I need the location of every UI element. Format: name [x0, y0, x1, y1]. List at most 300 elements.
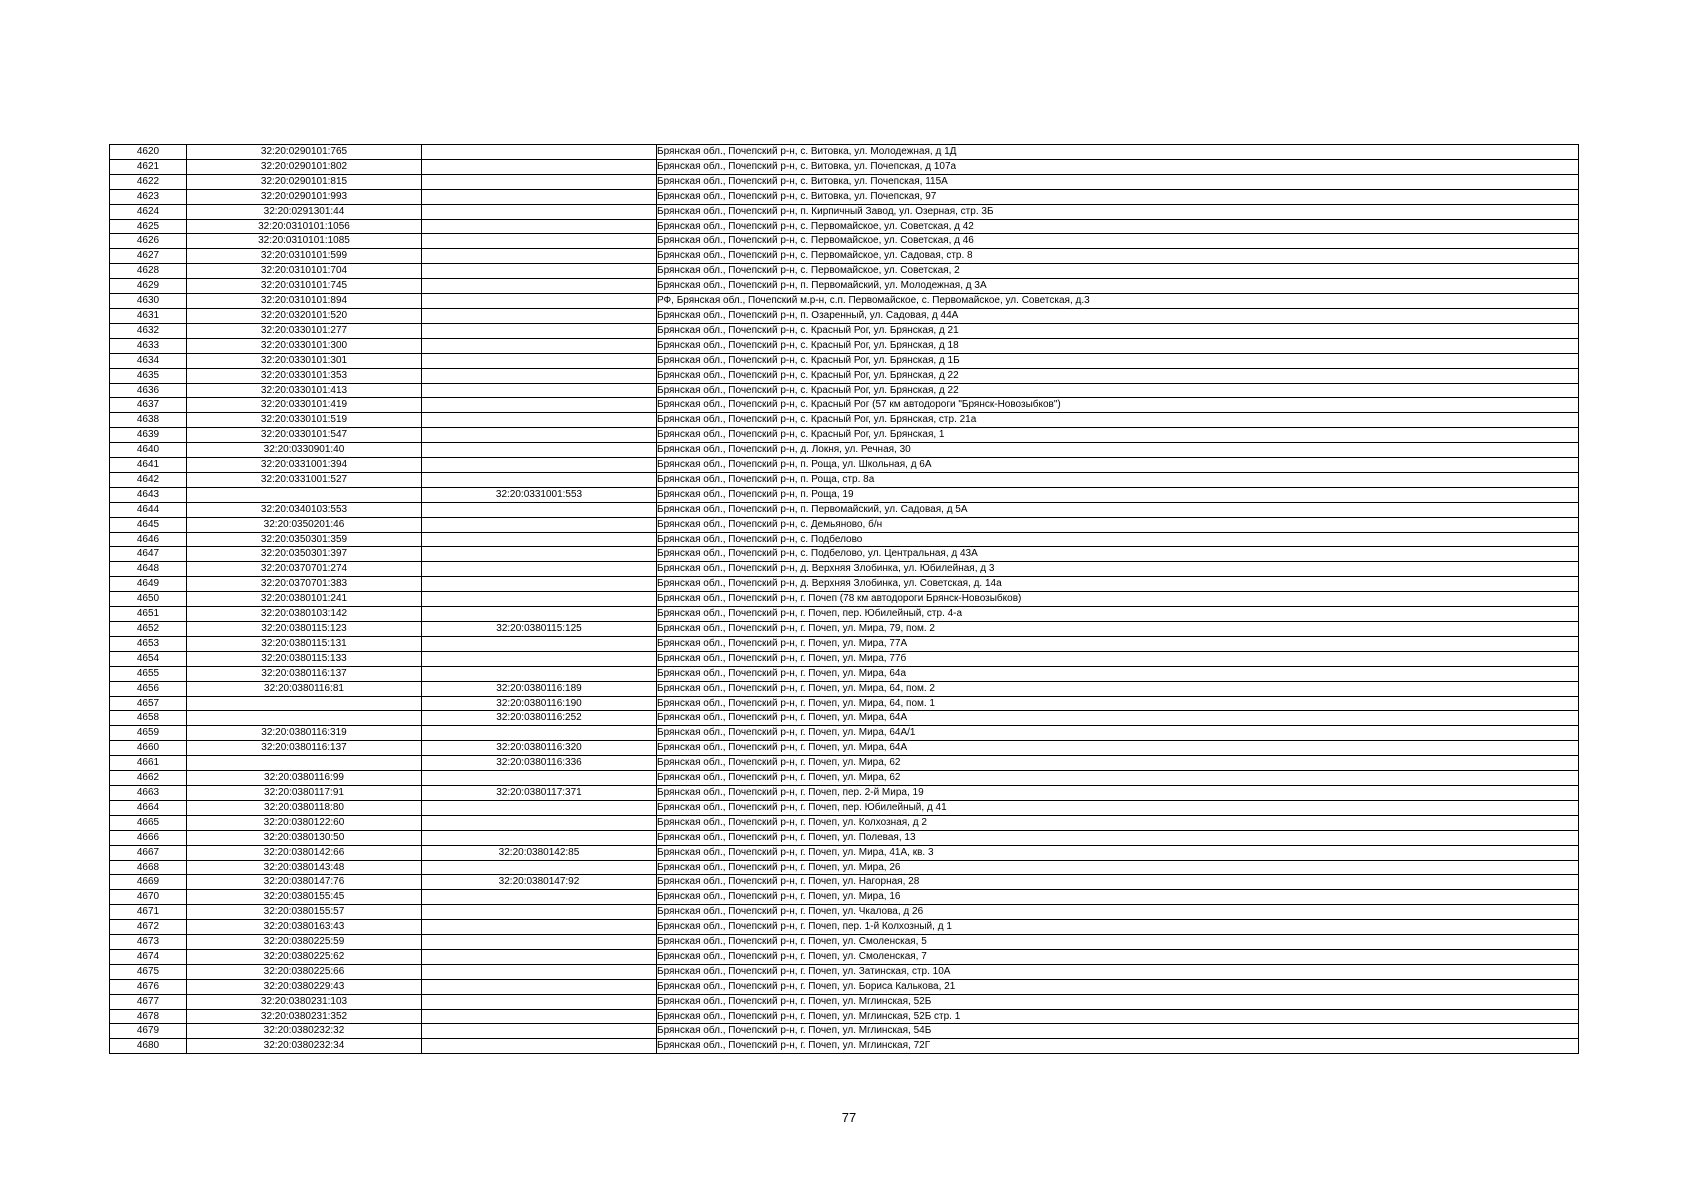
- address-cell: Брянская обл., Почепский р-н, г. Почеп, ул. Нагорная, 28: [657, 875, 1579, 890]
- cadastral-number-secondary-cell: [422, 1039, 657, 1054]
- address-cell: Брянская обл., Почепский р-н, г. Почеп, пер. Юбилейный, стр. 4-а: [657, 607, 1579, 622]
- address-cell: Брянская обл., Почепский р-н, г. Почеп, ул. Мира, 64, пом. 1: [657, 696, 1579, 711]
- row-number-cell: 4626: [110, 234, 187, 249]
- address-cell: Брянская обл., Почепский р-н, п. Первомайский, ул. Садовая, д 5А: [657, 502, 1579, 517]
- cadastral-number-cell: 32:20:0310101:1085: [187, 234, 422, 249]
- address-cell: Брянская обл., Почепский р-н, г. Почеп, ул. Затинская, стр. 10А: [657, 964, 1579, 979]
- row-number-cell: 4641: [110, 458, 187, 473]
- table-row: [110, 368, 1579, 383]
- cadastral-number-secondary-cell: [422, 413, 657, 428]
- table-row: [110, 323, 1579, 338]
- cadastral-number-cell: 32:20:0331001:394: [187, 458, 422, 473]
- table-row: [110, 383, 1579, 398]
- cadastral-number-cell: 32:20:0330901:40: [187, 443, 422, 458]
- cadastral-number-secondary-cell: [422, 189, 657, 204]
- cadastral-number-cell: 32:20:0331001:527: [187, 472, 422, 487]
- address-cell: Брянская обл., Почепский р-н, г. Почеп, ул. Мира, 16: [657, 890, 1579, 905]
- address-cell: Брянская обл., Почепский р-н, с. Первомайское, ул. Советская, 2: [657, 264, 1579, 279]
- row-number-cell: 4654: [110, 651, 187, 666]
- cadastral-number-cell: 32:20:0330101:301: [187, 353, 422, 368]
- table-row: [110, 994, 1579, 1009]
- table-row: [110, 159, 1579, 174]
- cadastral-number-secondary-cell: [422, 279, 657, 294]
- cadastral-number-secondary-cell: 32:20:0380142:85: [422, 845, 657, 860]
- row-number-cell: 4656: [110, 681, 187, 696]
- cadastral-number-cell: 32:20:0291301:44: [187, 204, 422, 219]
- table-row: [110, 890, 1579, 905]
- cadastral-number-secondary-cell: [422, 577, 657, 592]
- cadastral-number-cell: 32:20:0350201:46: [187, 517, 422, 532]
- table-row: [110, 547, 1579, 562]
- row-number-cell: 4657: [110, 696, 187, 711]
- cadastral-number-secondary-cell: [422, 368, 657, 383]
- cadastral-number-secondary-cell: [422, 517, 657, 532]
- cadastral-number-cell: 32:20:0380231:352: [187, 1009, 422, 1024]
- table-row: [110, 636, 1579, 651]
- address-cell: Брянская обл., Почепский р-н, с. Красный Рог, ул. Брянская, стр. 21а: [657, 413, 1579, 428]
- address-cell: Брянская обл., Почепский р-н, с. Витовка, ул. Почепская, д 107а: [657, 159, 1579, 174]
- cadastral-number-cell: 32:20:0330101:300: [187, 338, 422, 353]
- row-number-cell: 4634: [110, 353, 187, 368]
- row-number-cell: 4635: [110, 368, 187, 383]
- address-cell: Брянская обл., Почепский р-н, г. Почеп, ул. Полевая, 13: [657, 830, 1579, 845]
- cadastral-number-cell: 32:20:0380116:81: [187, 681, 422, 696]
- table-row: [110, 189, 1579, 204]
- cadastral-number-secondary-cell: [422, 1009, 657, 1024]
- cadastral-number-secondary-cell: [422, 502, 657, 517]
- table-row: [110, 979, 1579, 994]
- cadastral-number-cell: 32:20:0380155:45: [187, 890, 422, 905]
- address-cell: Брянская обл., Почепский р-н, п. Роща, ул. Школьная, д 6А: [657, 458, 1579, 473]
- address-cell: Брянская обл., Почепский р-н, г. Почеп, пер. 1-й Колхозный, д 1: [657, 920, 1579, 935]
- cadastral-number-cell: 32:20:0320101:520: [187, 308, 422, 323]
- registry-table: [109, 144, 1579, 1054]
- cadastral-number-secondary-cell: 32:20:0380116:320: [422, 741, 657, 756]
- address-cell: Брянская обл., Почепский р-н, г. Почеп, ул. Мглинская, 52Б: [657, 994, 1579, 1009]
- row-number-cell: 4632: [110, 323, 187, 338]
- cadastral-number-cell: 32:20:0290101:765: [187, 145, 422, 160]
- cadastral-number-cell: 32:20:0380115:131: [187, 636, 422, 651]
- table-row: [110, 696, 1579, 711]
- cadastral-number-cell: 32:20:0380232:34: [187, 1039, 422, 1054]
- cadastral-number-secondary-cell: 32:20:0380116:336: [422, 756, 657, 771]
- cadastral-number-cell: 32:20:0330101:519: [187, 413, 422, 428]
- address-cell: Брянская обл., Почепский р-н, д. Верхняя Злобинка, ул. Советская, д. 14а: [657, 577, 1579, 592]
- cadastral-number-secondary-cell: [422, 905, 657, 920]
- row-number-cell: 4661: [110, 756, 187, 771]
- cadastral-number-cell: 32:20:0380142:66: [187, 845, 422, 860]
- table-row: [110, 517, 1579, 532]
- address-cell: Брянская обл., Почепский р-н, г. Почеп, ул. Мира, 64а: [657, 666, 1579, 681]
- cadastral-number-secondary-cell: [422, 204, 657, 219]
- table-row: [110, 562, 1579, 577]
- table-row: [110, 1024, 1579, 1039]
- address-cell: Брянская обл., Почепский р-н, г. Почеп, ул. Мира, 64А: [657, 741, 1579, 756]
- row-number-cell: 4633: [110, 338, 187, 353]
- cadastral-number-cell: 32:20:0330101:413: [187, 383, 422, 398]
- table-row: [110, 174, 1579, 189]
- cadastral-number-cell: 32:20:0380225:59: [187, 935, 422, 950]
- table-row: [110, 353, 1579, 368]
- cadastral-number-secondary-cell: [422, 383, 657, 398]
- cadastral-number-cell: 32:20:0380231:103: [187, 994, 422, 1009]
- table-row: [110, 622, 1579, 637]
- cadastral-number-cell: 32:20:0380225:62: [187, 949, 422, 964]
- address-cell: Брянская обл., Почепский р-н, д. Локня, ул. Речная, 30: [657, 443, 1579, 458]
- address-cell: Брянская обл., Почепский р-н, г. Почеп, ул. Мира, 62: [657, 771, 1579, 786]
- table-row: [110, 458, 1579, 473]
- row-number-cell: 4653: [110, 636, 187, 651]
- cadastral-number-secondary-cell: [422, 830, 657, 845]
- address-cell: Брянская обл., Почепский р-н, г. Почеп, пер. Юбилейный, д 41: [657, 800, 1579, 815]
- cadastral-number-cell: [187, 487, 422, 502]
- table-row: [110, 428, 1579, 443]
- address-cell: Брянская обл., Почепский р-н, с. Подбелово: [657, 532, 1579, 547]
- address-cell: Брянская обл., Почепский р-н, п. Первомайский, ул. Молодежная, д 3А: [657, 279, 1579, 294]
- cadastral-number-secondary-cell: [422, 472, 657, 487]
- cadastral-number-secondary-cell: [422, 860, 657, 875]
- row-number-cell: 4624: [110, 204, 187, 219]
- row-number-cell: 4666: [110, 830, 187, 845]
- table-row: [110, 726, 1579, 741]
- address-cell: Брянская обл., Почепский р-н, с. Красный Рог, ул. Брянская, д 21: [657, 323, 1579, 338]
- table-row: [110, 219, 1579, 234]
- row-number-cell: 4658: [110, 711, 187, 726]
- cadastral-number-secondary-cell: [422, 636, 657, 651]
- cadastral-number-secondary-cell: [422, 353, 657, 368]
- table-row: [110, 472, 1579, 487]
- cadastral-number-secondary-cell: [422, 398, 657, 413]
- table-row: [110, 532, 1579, 547]
- cadastral-number-cell: 32:20:0330101:547: [187, 428, 422, 443]
- row-number-cell: 4670: [110, 890, 187, 905]
- cadastral-number-cell: 32:20:0350301:397: [187, 547, 422, 562]
- table-row: [110, 741, 1579, 756]
- row-number-cell: 4663: [110, 785, 187, 800]
- cadastral-number-cell: 32:20:0330101:353: [187, 368, 422, 383]
- table-row: [110, 935, 1579, 950]
- cadastral-number-secondary-cell: [422, 264, 657, 279]
- cadastral-number-secondary-cell: [422, 159, 657, 174]
- cadastral-number-cell: 32:20:0380118:80: [187, 800, 422, 815]
- table-row: [110, 905, 1579, 920]
- cadastral-number-cell: 32:20:0380163:43: [187, 920, 422, 935]
- cadastral-number-cell: 32:20:0340103:553: [187, 502, 422, 517]
- address-cell: Брянская обл., Почепский р-н, г. Почеп, ул. Мглинская, 72Г: [657, 1039, 1579, 1054]
- table-row: [110, 860, 1579, 875]
- cadastral-number-secondary-cell: [422, 920, 657, 935]
- row-number-cell: 4664: [110, 800, 187, 815]
- row-number-cell: 4667: [110, 845, 187, 860]
- cadastral-number-secondary-cell: 32:20:0380115:125: [422, 622, 657, 637]
- registry-table-body: [110, 145, 1579, 1054]
- row-number-cell: 4673: [110, 935, 187, 950]
- cadastral-number-secondary-cell: [422, 800, 657, 815]
- row-number-cell: 4660: [110, 741, 187, 756]
- cadastral-number-secondary-cell: [422, 890, 657, 905]
- address-cell: Брянская обл., Почепский р-н, с. Первомайское, ул. Садовая, стр. 8: [657, 249, 1579, 264]
- cadastral-number-secondary-cell: [422, 771, 657, 786]
- cadastral-number-cell: 32:20:0380115:123: [187, 622, 422, 637]
- table-row: [110, 651, 1579, 666]
- cadastral-number-secondary-cell: 32:20:0380117:371: [422, 785, 657, 800]
- address-cell: Брянская обл., Почепский р-н, г. Почеп, ул. Мира, 26: [657, 860, 1579, 875]
- cadastral-number-cell: 32:20:0380155:57: [187, 905, 422, 920]
- cadastral-number-secondary-cell: [422, 935, 657, 950]
- address-cell: Брянская обл., Почепский р-н, п. Роща, стр. 8а: [657, 472, 1579, 487]
- row-number-cell: 4677: [110, 994, 187, 1009]
- table-row: [110, 398, 1579, 413]
- cadastral-number-cell: 32:20:0330101:419: [187, 398, 422, 413]
- table-row: [110, 756, 1579, 771]
- address-cell: Брянская обл., Почепский р-н, с. Подбелово, ул. Центральная, д 43А: [657, 547, 1579, 562]
- cadastral-number-cell: 32:20:0380116:319: [187, 726, 422, 741]
- cadastral-number-cell: 32:20:0380116:137: [187, 741, 422, 756]
- cadastral-number-secondary-cell: [422, 547, 657, 562]
- address-cell: Брянская обл., Почепский р-н, г. Почеп, ул. Мира, 64А: [657, 711, 1579, 726]
- cadastral-number-cell: 32:20:0380130:50: [187, 830, 422, 845]
- row-number-cell: 4647: [110, 547, 187, 562]
- row-number-cell: 4679: [110, 1024, 187, 1039]
- row-number-cell: 4639: [110, 428, 187, 443]
- cadastral-number-secondary-cell: 32:20:0380116:189: [422, 681, 657, 696]
- table-row: [110, 413, 1579, 428]
- row-number-cell: 4680: [110, 1039, 187, 1054]
- row-number-cell: 4669: [110, 875, 187, 890]
- cadastral-number-cell: 32:20:0380225:66: [187, 964, 422, 979]
- table-row: [110, 294, 1579, 309]
- cadastral-number-cell: 32:20:0380103:142: [187, 607, 422, 622]
- cadastral-number-cell: 32:20:0310101:599: [187, 249, 422, 264]
- table-row: [110, 487, 1579, 502]
- address-cell: Брянская обл., Почепский р-н, с. Красный Рог, ул. Брянская, д 22: [657, 383, 1579, 398]
- address-cell: Брянская обл., Почепский р-н, г. Почеп, ул. Мира, 64А/1: [657, 726, 1579, 741]
- row-number-cell: 4638: [110, 413, 187, 428]
- row-number-cell: 4643: [110, 487, 187, 502]
- address-cell: Брянская обл., Почепский р-н, с. Красный Рог (57 км автодороги "Брянск-Новозыбков"): [657, 398, 1579, 413]
- table-row: [110, 592, 1579, 607]
- cadastral-number-secondary-cell: [422, 428, 657, 443]
- address-cell: Брянская обл., Почепский р-н, г. Почеп, ул. Мира, 62: [657, 756, 1579, 771]
- cadastral-number-cell: 32:20:0380122:60: [187, 815, 422, 830]
- cadastral-number-secondary-cell: [422, 592, 657, 607]
- address-cell: Брянская обл., Почепский р-н, п. Роща, 19: [657, 487, 1579, 502]
- cadastral-number-cell: 32:20:0370701:274: [187, 562, 422, 577]
- row-number-cell: 4645: [110, 517, 187, 532]
- table-row: [110, 443, 1579, 458]
- row-number-cell: 4652: [110, 622, 187, 637]
- cadastral-number-cell: 32:20:0380232:32: [187, 1024, 422, 1039]
- cadastral-number-cell: 32:20:0310101:894: [187, 294, 422, 309]
- table-row: [110, 920, 1579, 935]
- row-number-cell: 4648: [110, 562, 187, 577]
- address-cell: Брянская обл., Почепский р-н, г. Почеп (78 км автодороги Брянск-Новозыбков): [657, 592, 1579, 607]
- row-number-cell: 4662: [110, 771, 187, 786]
- cadastral-number-cell: 32:20:0380143:48: [187, 860, 422, 875]
- cadastral-number-cell: 32:20:0370701:383: [187, 577, 422, 592]
- table-row: [110, 964, 1579, 979]
- row-number-cell: 4675: [110, 964, 187, 979]
- row-number-cell: 4621: [110, 159, 187, 174]
- address-cell: Брянская обл., Почепский р-н, г. Почеп, ул. Чкалова, д 26: [657, 905, 1579, 920]
- table-row: [110, 815, 1579, 830]
- cadastral-number-secondary-cell: [422, 174, 657, 189]
- address-cell: Брянская обл., Почепский р-н, с. Витовка, ул. Молодежная, д 1Д: [657, 145, 1579, 160]
- page-number: 77: [841, 1110, 857, 1125]
- cadastral-number-secondary-cell: [422, 607, 657, 622]
- table-row: [110, 800, 1579, 815]
- row-number-cell: 4628: [110, 264, 187, 279]
- row-number-cell: 4676: [110, 979, 187, 994]
- cadastral-number-secondary-cell: [422, 562, 657, 577]
- cadastral-number-secondary-cell: [422, 308, 657, 323]
- table-row: [110, 279, 1579, 294]
- row-number-cell: 4655: [110, 666, 187, 681]
- cadastral-number-secondary-cell: [422, 815, 657, 830]
- cadastral-number-secondary-cell: [422, 964, 657, 979]
- cadastral-number-secondary-cell: [422, 249, 657, 264]
- row-number-cell: 4651: [110, 607, 187, 622]
- row-number-cell: 4665: [110, 815, 187, 830]
- row-number-cell: 4672: [110, 920, 187, 935]
- row-number-cell: 4678: [110, 1009, 187, 1024]
- row-number-cell: 4620: [110, 145, 187, 160]
- address-cell: Брянская обл., Почепский р-н, г. Почеп, ул. Мира, 77б: [657, 651, 1579, 666]
- row-number-cell: 4646: [110, 532, 187, 547]
- row-number-cell: 4622: [110, 174, 187, 189]
- table-row: [110, 264, 1579, 279]
- address-cell: Брянская обл., Почепский р-н, д. Верхняя Злобинка, ул. Юбилейная, д 3: [657, 562, 1579, 577]
- table-row: [110, 249, 1579, 264]
- address-cell: Брянская обл., Почепский р-н, г. Почеп, ул. Мглинская, 54Б: [657, 1024, 1579, 1039]
- address-cell: Брянская обл., Почепский р-н, п. Кирпичный Завод, ул. Озерная, стр. 3Б: [657, 204, 1579, 219]
- address-cell: Брянская обл., Почепский р-н, с. Демьяново, б/н: [657, 517, 1579, 532]
- cadastral-number-cell: 32:20:0380229:43: [187, 979, 422, 994]
- row-number-cell: 4637: [110, 398, 187, 413]
- address-cell: Брянская обл., Почепский р-н, с. Красный Рог, ул. Брянская, д 1Б: [657, 353, 1579, 368]
- table-row: [110, 785, 1579, 800]
- cadastral-number-secondary-cell: [422, 726, 657, 741]
- cadastral-number-cell: 32:20:0290101:815: [187, 174, 422, 189]
- table-row: [110, 1039, 1579, 1054]
- cadastral-number-secondary-cell: [422, 443, 657, 458]
- table-row: [110, 681, 1579, 696]
- cadastral-number-cell: 32:20:0380147:76: [187, 875, 422, 890]
- cadastral-number-cell: 32:20:0380101:241: [187, 592, 422, 607]
- cadastral-number-cell: 32:20:0380115:133: [187, 651, 422, 666]
- cadastral-number-secondary-cell: [422, 294, 657, 309]
- cadastral-number-secondary-cell: [422, 532, 657, 547]
- row-number-cell: 4668: [110, 860, 187, 875]
- table-row: [110, 234, 1579, 249]
- row-number-cell: 4636: [110, 383, 187, 398]
- address-cell: Брянская обл., Почепский р-н, с. Витовка, ул. Почепская, 115А: [657, 174, 1579, 189]
- table-row: [110, 308, 1579, 323]
- table-row: [110, 771, 1579, 786]
- cadastral-number-secondary-cell: 32:20:0380116:252: [422, 711, 657, 726]
- cadastral-number-cell: 32:20:0380117:91: [187, 785, 422, 800]
- row-number-cell: 4631: [110, 308, 187, 323]
- table-row: [110, 145, 1579, 160]
- cadastral-number-secondary-cell: [422, 338, 657, 353]
- cadastral-number-secondary-cell: [422, 651, 657, 666]
- cadastral-number-cell: 32:20:0290101:802: [187, 159, 422, 174]
- row-number-cell: 4671: [110, 905, 187, 920]
- row-number-cell: 4674: [110, 949, 187, 964]
- address-cell: Брянская обл., Почепский р-н, с. Витовка, ул. Почепская, 97: [657, 189, 1579, 204]
- row-number-cell: 4627: [110, 249, 187, 264]
- cadastral-number-cell: 32:20:0330101:277: [187, 323, 422, 338]
- address-cell: Брянская обл., Почепский р-н, г. Почеп, ул. Мира, 77А: [657, 636, 1579, 651]
- row-number-cell: 4644: [110, 502, 187, 517]
- cadastral-number-cell: [187, 696, 422, 711]
- cadastral-number-secondary-cell: [422, 323, 657, 338]
- address-cell: РФ, Брянская обл., Почепский м.р-н, с.п. Первомайское, с. Первомайское, ул. Советская, д.3: [657, 294, 1579, 309]
- address-cell: Брянская обл., Почепский р-н, с. Красный Рог, ул. Брянская, д 22: [657, 368, 1579, 383]
- address-cell: Брянская обл., Почепский р-н, г. Почеп, ул. Мира, 79, пом. 2: [657, 622, 1579, 637]
- cadastral-number-secondary-cell: [422, 994, 657, 1009]
- table-row: [110, 577, 1579, 592]
- cadastral-number-secondary-cell: 32:20:0380116:190: [422, 696, 657, 711]
- address-cell: Брянская обл., Почепский р-н, г. Почеп, ул. Смоленская, 5: [657, 935, 1579, 950]
- cadastral-number-secondary-cell: [422, 145, 657, 160]
- cadastral-number-cell: 32:20:0310101:704: [187, 264, 422, 279]
- table-row: [110, 949, 1579, 964]
- cadastral-number-secondary-cell: [422, 458, 657, 473]
- table-row: [110, 875, 1579, 890]
- cadastral-number-cell: 32:20:0380116:137: [187, 666, 422, 681]
- cadastral-number-secondary-cell: [422, 979, 657, 994]
- table-row: [110, 607, 1579, 622]
- address-cell: Брянская обл., Почепский р-н, с. Первомайское, ул. Советская, д 46: [657, 234, 1579, 249]
- row-number-cell: 4650: [110, 592, 187, 607]
- address-cell: Брянская обл., Почепский р-н, г. Почеп, ул. Колхозная, д 2: [657, 815, 1579, 830]
- cadastral-number-secondary-cell: 32:20:0331001:553: [422, 487, 657, 502]
- row-number-cell: 4659: [110, 726, 187, 741]
- row-number-cell: 4629: [110, 279, 187, 294]
- cadastral-number-secondary-cell: [422, 234, 657, 249]
- address-cell: Брянская обл., Почепский р-н, г. Почеп, ул. Мира, 64, пом. 2: [657, 681, 1579, 696]
- row-number-cell: 4623: [110, 189, 187, 204]
- address-cell: Брянская обл., Почепский р-н, г. Почеп, пер. 2-й Мира, 19: [657, 785, 1579, 800]
- address-cell: Брянская обл., Почепский р-н, г. Почеп, ул. Смоленская, 7: [657, 949, 1579, 964]
- address-cell: Брянская обл., Почепский р-н, с. Первомайское, ул. Советская, д 42: [657, 219, 1579, 234]
- table-row: [110, 711, 1579, 726]
- cadastral-number-cell: 32:20:0290101:993: [187, 189, 422, 204]
- table-row: [110, 1009, 1579, 1024]
- address-cell: Брянская обл., Почепский р-н, с. Красный Рог, ул. Брянская, 1: [657, 428, 1579, 443]
- address-cell: Брянская обл., Почепский р-н, г. Почеп, ул. Бориса Калькова, 21: [657, 979, 1579, 994]
- cadastral-number-secondary-cell: [422, 1024, 657, 1039]
- row-number-cell: 4642: [110, 472, 187, 487]
- cadastral-number-cell: 32:20:0380116:99: [187, 771, 422, 786]
- row-number-cell: 4630: [110, 294, 187, 309]
- cadastral-number-cell: 32:20:0350301:359: [187, 532, 422, 547]
- address-cell: Брянская обл., Почепский р-н, г. Почеп, ул. Мглинская, 52Б стр. 1: [657, 1009, 1579, 1024]
- cadastral-number-secondary-cell: [422, 949, 657, 964]
- cadastral-number-secondary-cell: [422, 666, 657, 681]
- table-row: [110, 204, 1579, 219]
- table-row: [110, 502, 1579, 517]
- address-cell: Брянская обл., Почепский р-н, с. Красный Рог, ул. Брянская, д 18: [657, 338, 1579, 353]
- address-cell: Брянская обл., Почепский р-н, г. Почеп, ул. Мира, 41А, кв. 3: [657, 845, 1579, 860]
- table-row: [110, 830, 1579, 845]
- cadastral-number-secondary-cell: [422, 219, 657, 234]
- table-row: [110, 666, 1579, 681]
- cadastral-number-cell: [187, 711, 422, 726]
- row-number-cell: 4640: [110, 443, 187, 458]
- cadastral-number-cell: 32:20:0310101:1056: [187, 219, 422, 234]
